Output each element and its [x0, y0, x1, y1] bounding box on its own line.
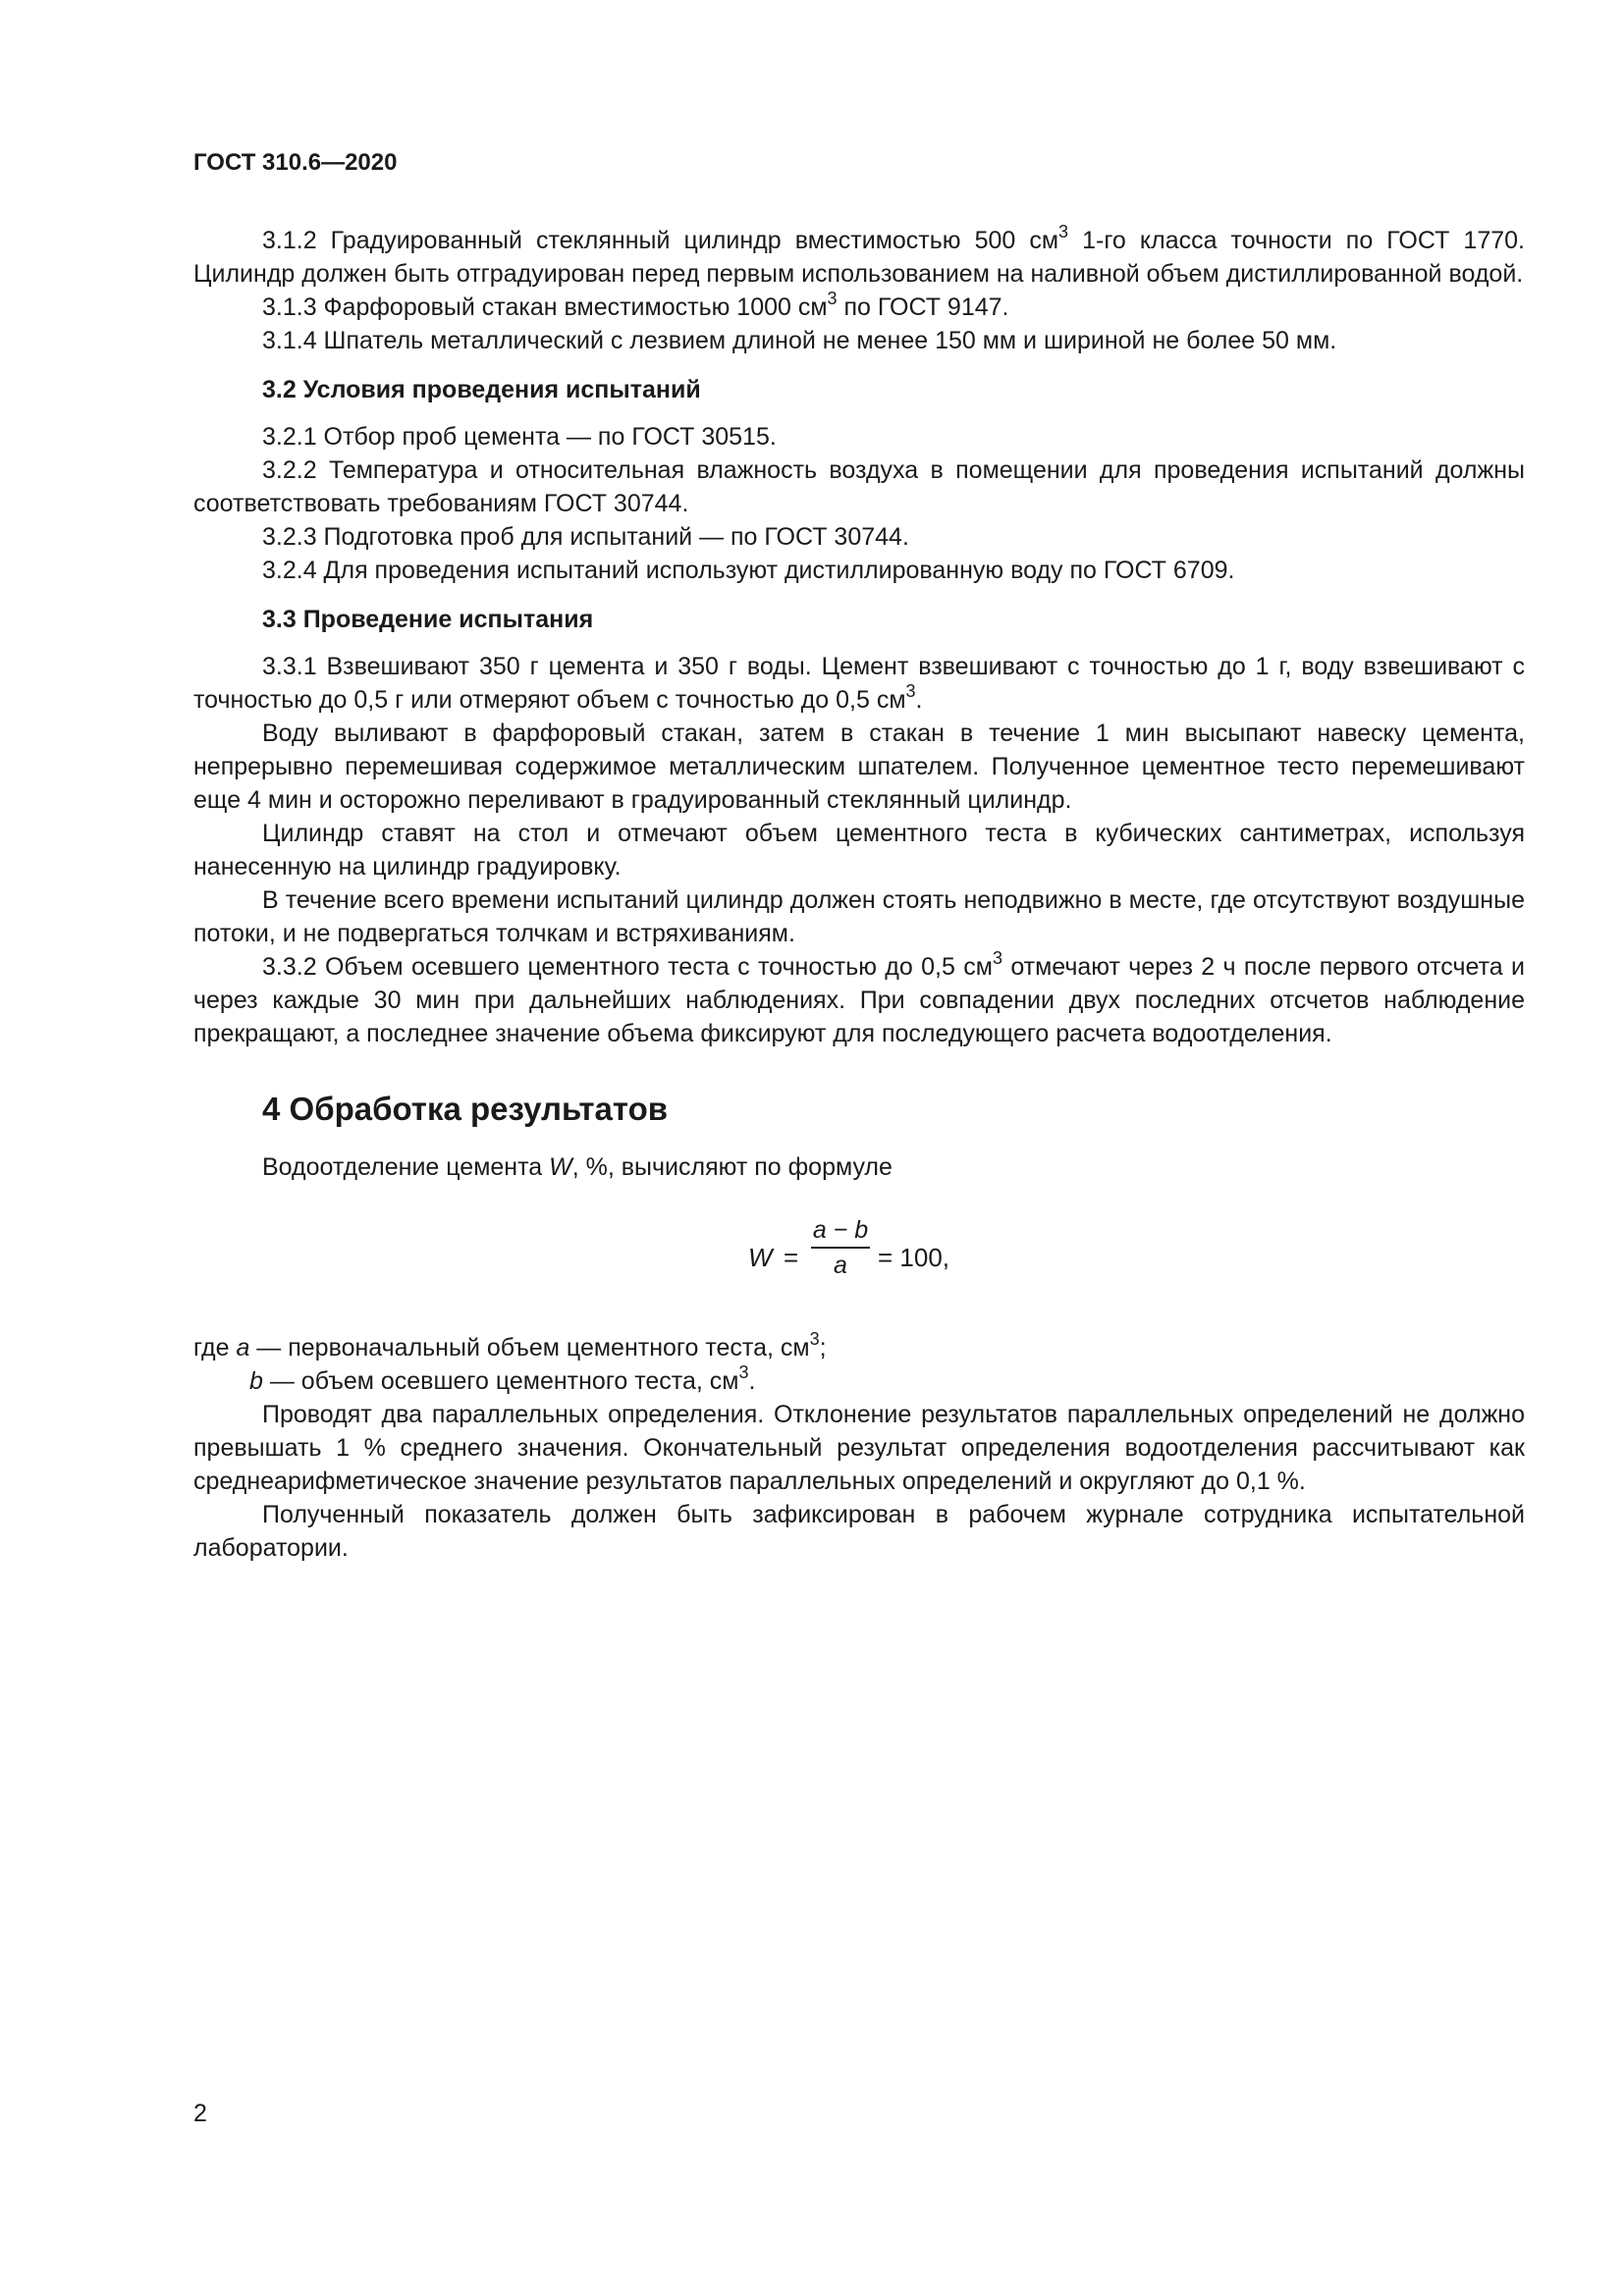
paragraph-3-3-1-c: Цилиндр ставят на стол и отмечают объем цементного теста в кубических сантиметрах, используя нанесенную на цилиндр градуировку. [193, 820, 1525, 881]
paragraph-3-1-4: 3.1.4 Шпатель металлический с лезвием длиной не менее 150 мм и шириной не более 50 мм. [262, 327, 1337, 354]
document-header: ГОСТ 310.6—2020 [193, 149, 398, 176]
fraction-bar [811, 1247, 870, 1249]
definition-a: где a — первоначальный объем цементного теста, $см^3$; [193, 1328, 827, 1362]
paragraph-3-3-2: 3.3.2 Объем осевшего цементного теста с точностью до 0,5 $см^3$ отмечают через 2 ч после первого отсчета и через каждые 30 мин при дальнейших наблюдениях. При совпадении двух последних отсчетов наблюдение прекращают, а последнее значение объема фиксируют для последующего расчета водоотделения. [193, 947, 1526, 1047]
paragraph-3-1-3: 3.1.3 Фарфоровый стакан вместимостью 1000 $см^3$ по ГОСТ 9147. [262, 288, 1009, 321]
paragraph-3-3-1-d: В течение всего времени испытаний цилиндр должен стоять неподвижно в месте, где отсутствуют воздушные потоки, и не подвергаться толчкам и встряхиваниям. [193, 886, 1525, 947]
section-4-title: 4 Обработка результатов [262, 1091, 669, 1127]
paragraph-3-3-1: 3.3.1 Взвешивают 350 г цемента и 350 г воды. Цемент взвешивают с точностью до 1 г, воду взвешивают с точностью до 0,5 г или отмеряют объем с точностью до 0,5 $см^3$. [193, 653, 1525, 714]
subheading-3-2: 3.2 Условия проведения испытаний [262, 376, 701, 403]
formula-lhs: W [748, 1243, 773, 1272]
definition-b: b — объем осевшего цементного теста, $см^3$. [249, 1362, 756, 1395]
paragraph-lab-journal: Полученный показатель должен быть зафиксирован в рабочем журнале сотрудника испытательной лаборатории. [193, 1501, 1525, 1562]
paragraph-3-3-1-b: Воду выливают в фарфоровый стакан, затем в стакан в течение 1 мин высыпают навеску цемента, непрерывно перемешивая содержимое металлическим шпателем. Полученное цементное тесто перемешивают еще 4 мин и осторожно переливают в градуированный стеклянный цилиндр. [193, 720, 1525, 814]
document-body [193, 221, 1526, 1565]
subheading-3-3: 3.3 Проведение испытания [262, 606, 594, 633]
formula-equals: = [784, 1243, 799, 1272]
formula-intro: Водоотделение цемента W, %, вычисляют по формуле [262, 1153, 893, 1181]
paragraph-3-2-1: 3.2.1 Отбор проб цемента — по ГОСТ 30515. [262, 423, 777, 451]
page-number: 2 [193, 2100, 207, 2127]
paragraph-parallel-determinations: Проводят два параллельных определения. Отклонение результатов параллельных определений не должно превышать 1 % среднего значения. Окончательный результат определения водоотделения рассчитывают как среднеарифметическое значение результатов параллельных определений и округляют до 0,1 %. [193, 1401, 1525, 1495]
paragraph-3-1-2: 3.1.2 Градуированный стеклянный цилиндр вместимостью 500 $см^3$ 1-го класса точности по ГОСТ 1770. Цилиндр должен быть отградуирован перед первым использованием на наливной объем дистиллированной водой. [193, 221, 1525, 288]
formula-numerator: a − b [812, 1216, 869, 1244]
formula-multiplier: = 100, [878, 1243, 950, 1272]
paragraph-3-2-4: 3.2.4 Для проведения испытаний используют дистиллированную воду по ГОСТ 6709. [262, 557, 1235, 584]
paragraph-3-2-3: 3.2.3 Подготовка проб для испытаний — по ГОСТ 30744. [262, 523, 909, 551]
formula-denominator: a [834, 1252, 847, 1279]
water-separation-formula [193, 1198, 1525, 1315]
formula-fraction [811, 1215, 870, 1280]
paragraph-3-2-2: 3.2.2 Температура и относительная влажность воздуха в помещении для проведения испытаний должны соответствовать требованиям ГОСТ 30744. [193, 456, 1525, 517]
